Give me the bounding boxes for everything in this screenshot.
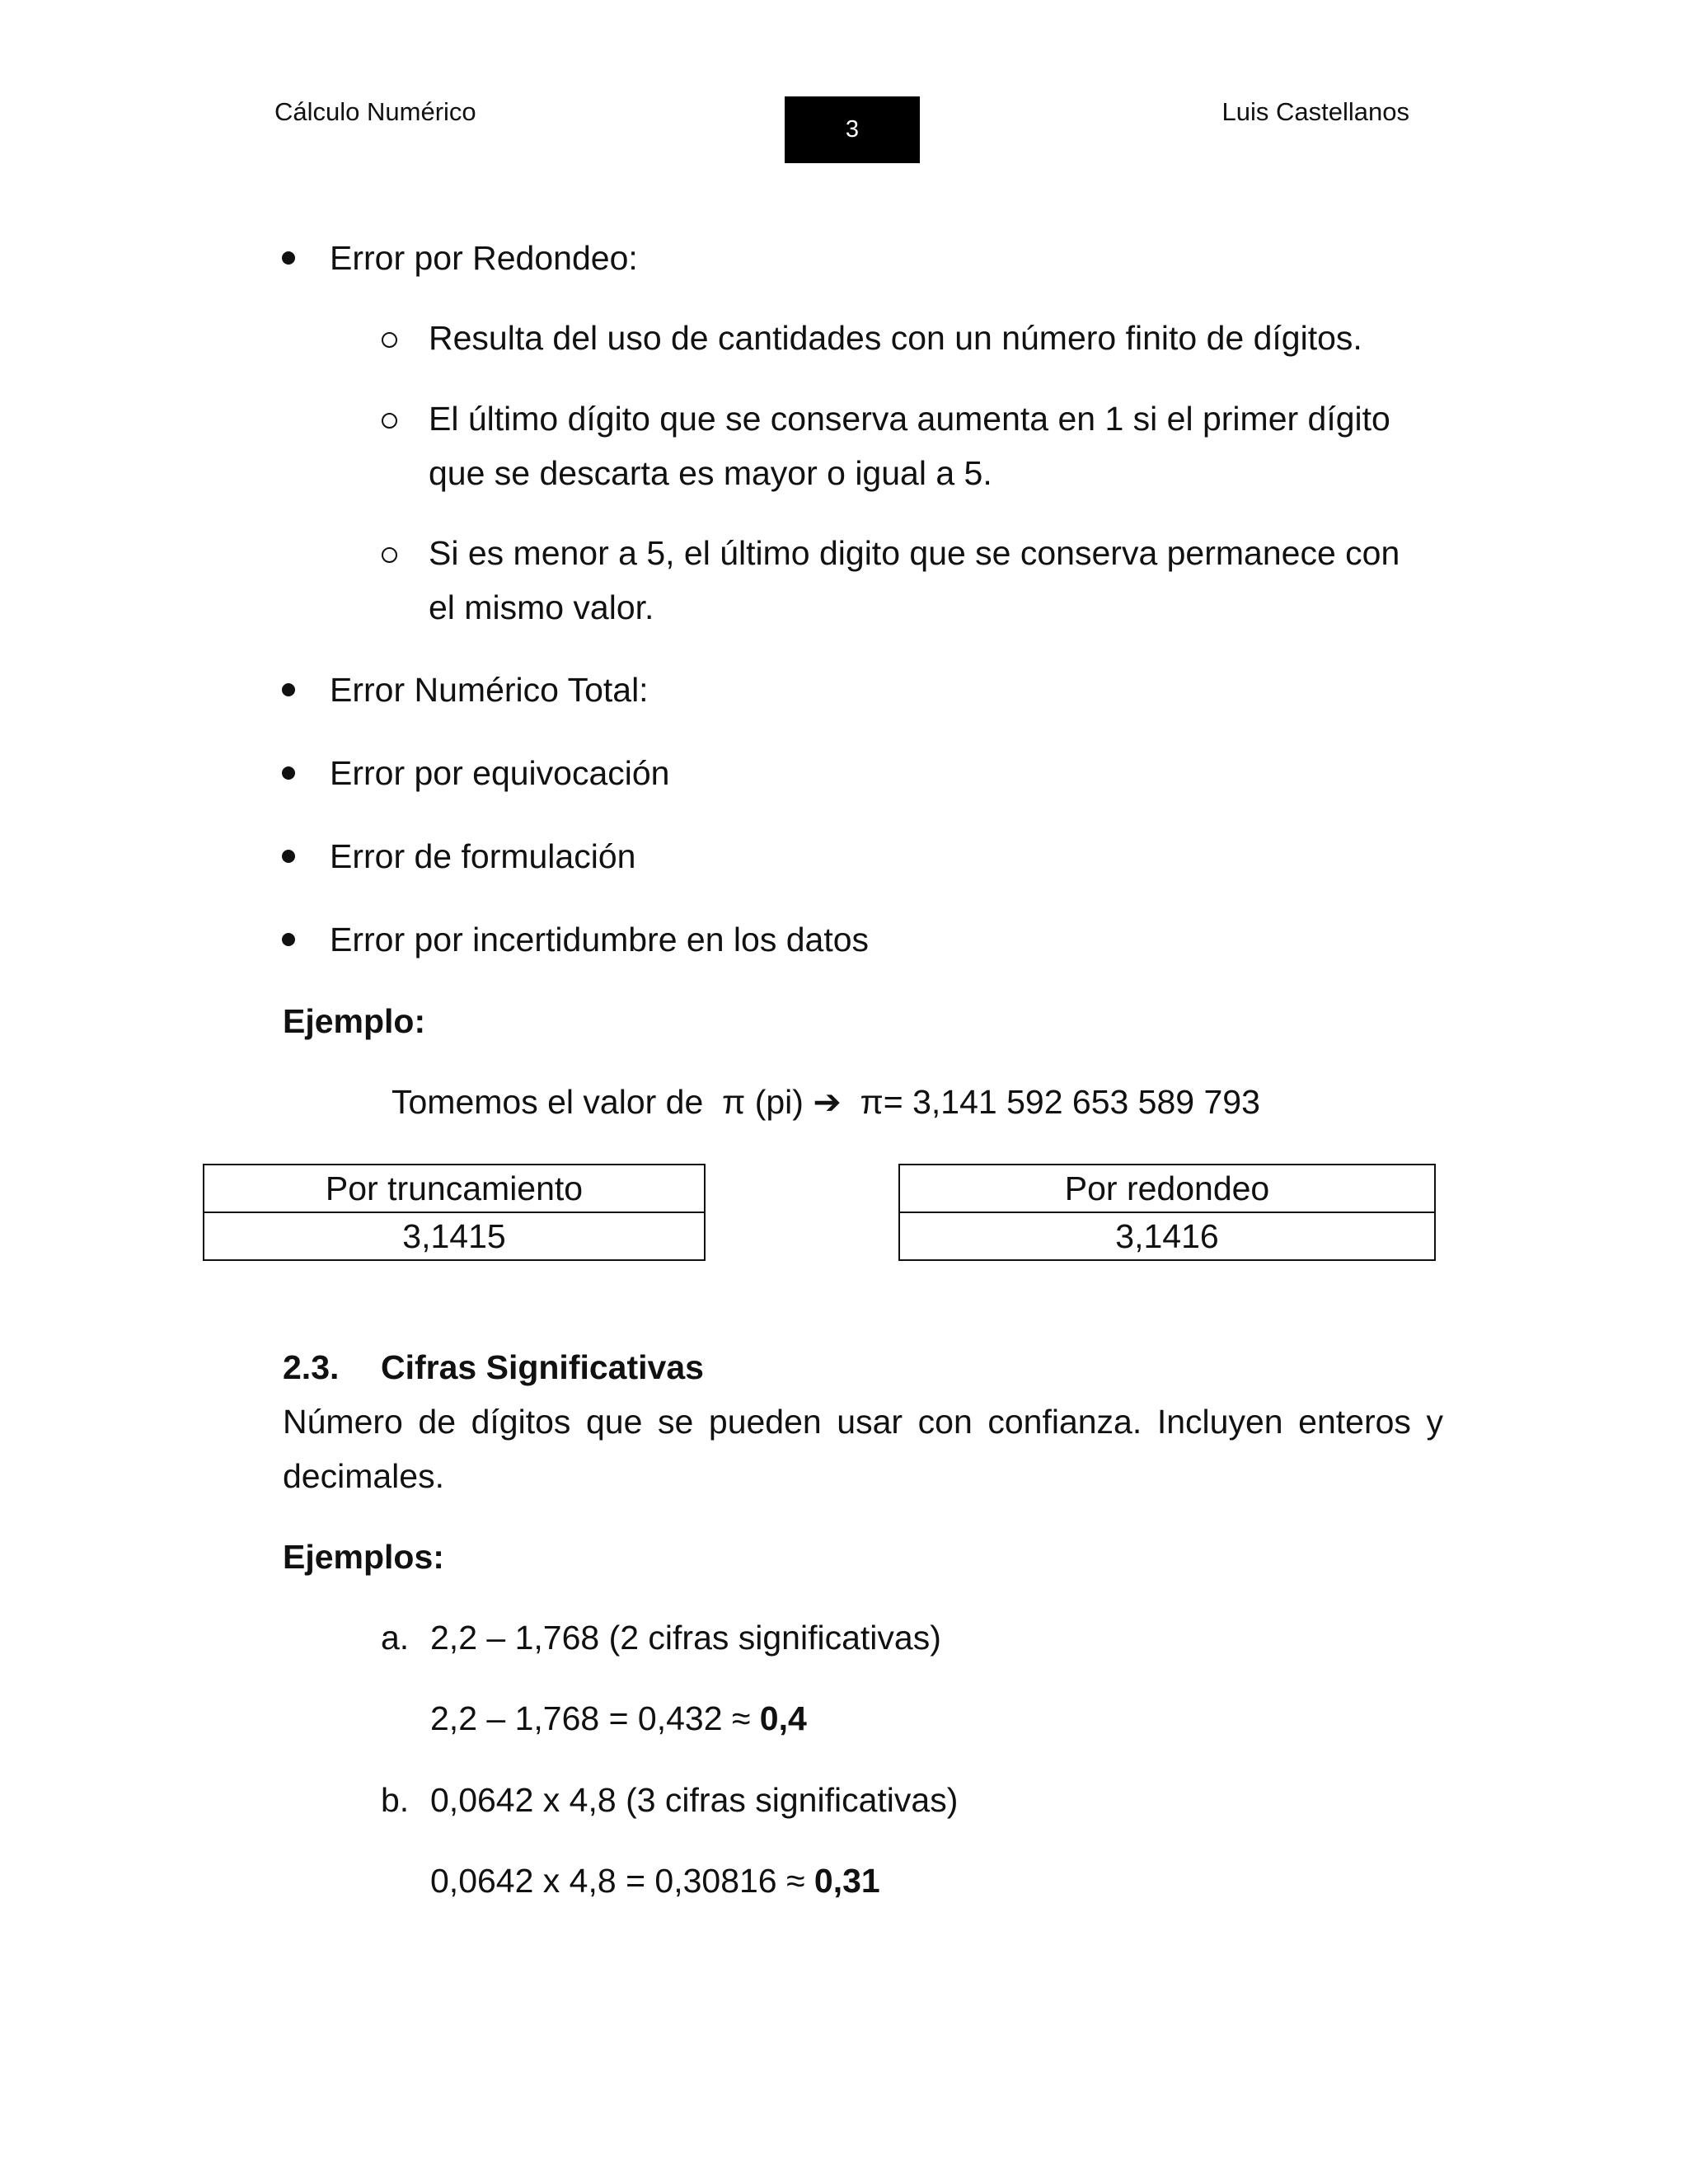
truncation-header: Por truncamiento (204, 1165, 705, 1212)
examples-heading: Ejemplos: (283, 1538, 444, 1576)
header-author: Luis Castellanos (1221, 97, 1409, 126)
list-item: Error por Redondeo: (330, 239, 638, 277)
rounding-table (898, 1164, 1436, 1261)
sub-list-item-line: Si es menor a 5, el último digito que se conserva permanece con (429, 534, 1400, 572)
calc-text: 2,2 – 1,768 = 0,432 ≈ (430, 1699, 760, 1737)
truncation-value: 3,1415 (204, 1212, 705, 1260)
bullet-icon (282, 933, 295, 946)
page-number-box (785, 96, 920, 163)
bullet-icon (282, 251, 295, 265)
example-calculation (430, 1691, 807, 1746)
header-course-title: Cálculo Numérico (274, 97, 476, 126)
bullet-icon (282, 766, 295, 780)
list-item: Error Numérico Total: (330, 671, 649, 709)
truncation-table (203, 1164, 706, 1261)
sub-list-item: Resulta del uso de cantidades con un número finito de dígitos. (429, 319, 1362, 357)
example-statement: 2,2 – 1,768 (2 cifras significativas) (430, 1619, 941, 1657)
sub-list-item-line: El último dígito que se conserva aumenta en 1 si el primer dígito (429, 400, 1390, 438)
sub-list-item-line: que se descarta es mayor o igual a 5. (429, 454, 992, 492)
example-calculation (430, 1854, 880, 1908)
sub-bullet-icon (382, 413, 397, 429)
calc-result: 0,4 (759, 1699, 807, 1737)
example-statement: 0,0642 x 4,8 (3 cifras significativas) (430, 1781, 959, 1819)
rounding-header: Por redondeo (899, 1165, 1435, 1212)
example-marker: b. (381, 1781, 410, 1819)
calc-text: 0,0642 x 4,8 = 0,30816 ≈ (430, 1862, 814, 1900)
list-item: Error por equivocación (330, 754, 670, 792)
sub-list-item-line: el mismo valor. (429, 588, 654, 626)
pi-statement: Tomemos el valor de π (pi) ➔ π= 3,141 592 653 589 793 (392, 1083, 1260, 1121)
bullet-icon (282, 683, 295, 696)
section-number: 2.3. (283, 1348, 340, 1386)
bullet-icon (282, 850, 295, 863)
list-item: Error por incertidumbre en los datos (330, 921, 870, 958)
page-number: 3 (845, 116, 860, 143)
section-title: Cifras Significativas (381, 1348, 704, 1386)
calc-result: 0,31 (814, 1862, 880, 1900)
sub-bullet-icon (382, 547, 397, 563)
example-heading: Ejemplo: (283, 1002, 426, 1040)
list-item: Error de formulación (330, 837, 636, 875)
section-paragraph: Número de dígitos que se pueden usar con confianza. Incluyen enteros y decimales. (283, 1403, 1443, 1495)
example-marker: a. (381, 1619, 410, 1657)
sub-bullet-icon (382, 332, 397, 348)
rounding-value: 3,1416 (899, 1212, 1435, 1260)
